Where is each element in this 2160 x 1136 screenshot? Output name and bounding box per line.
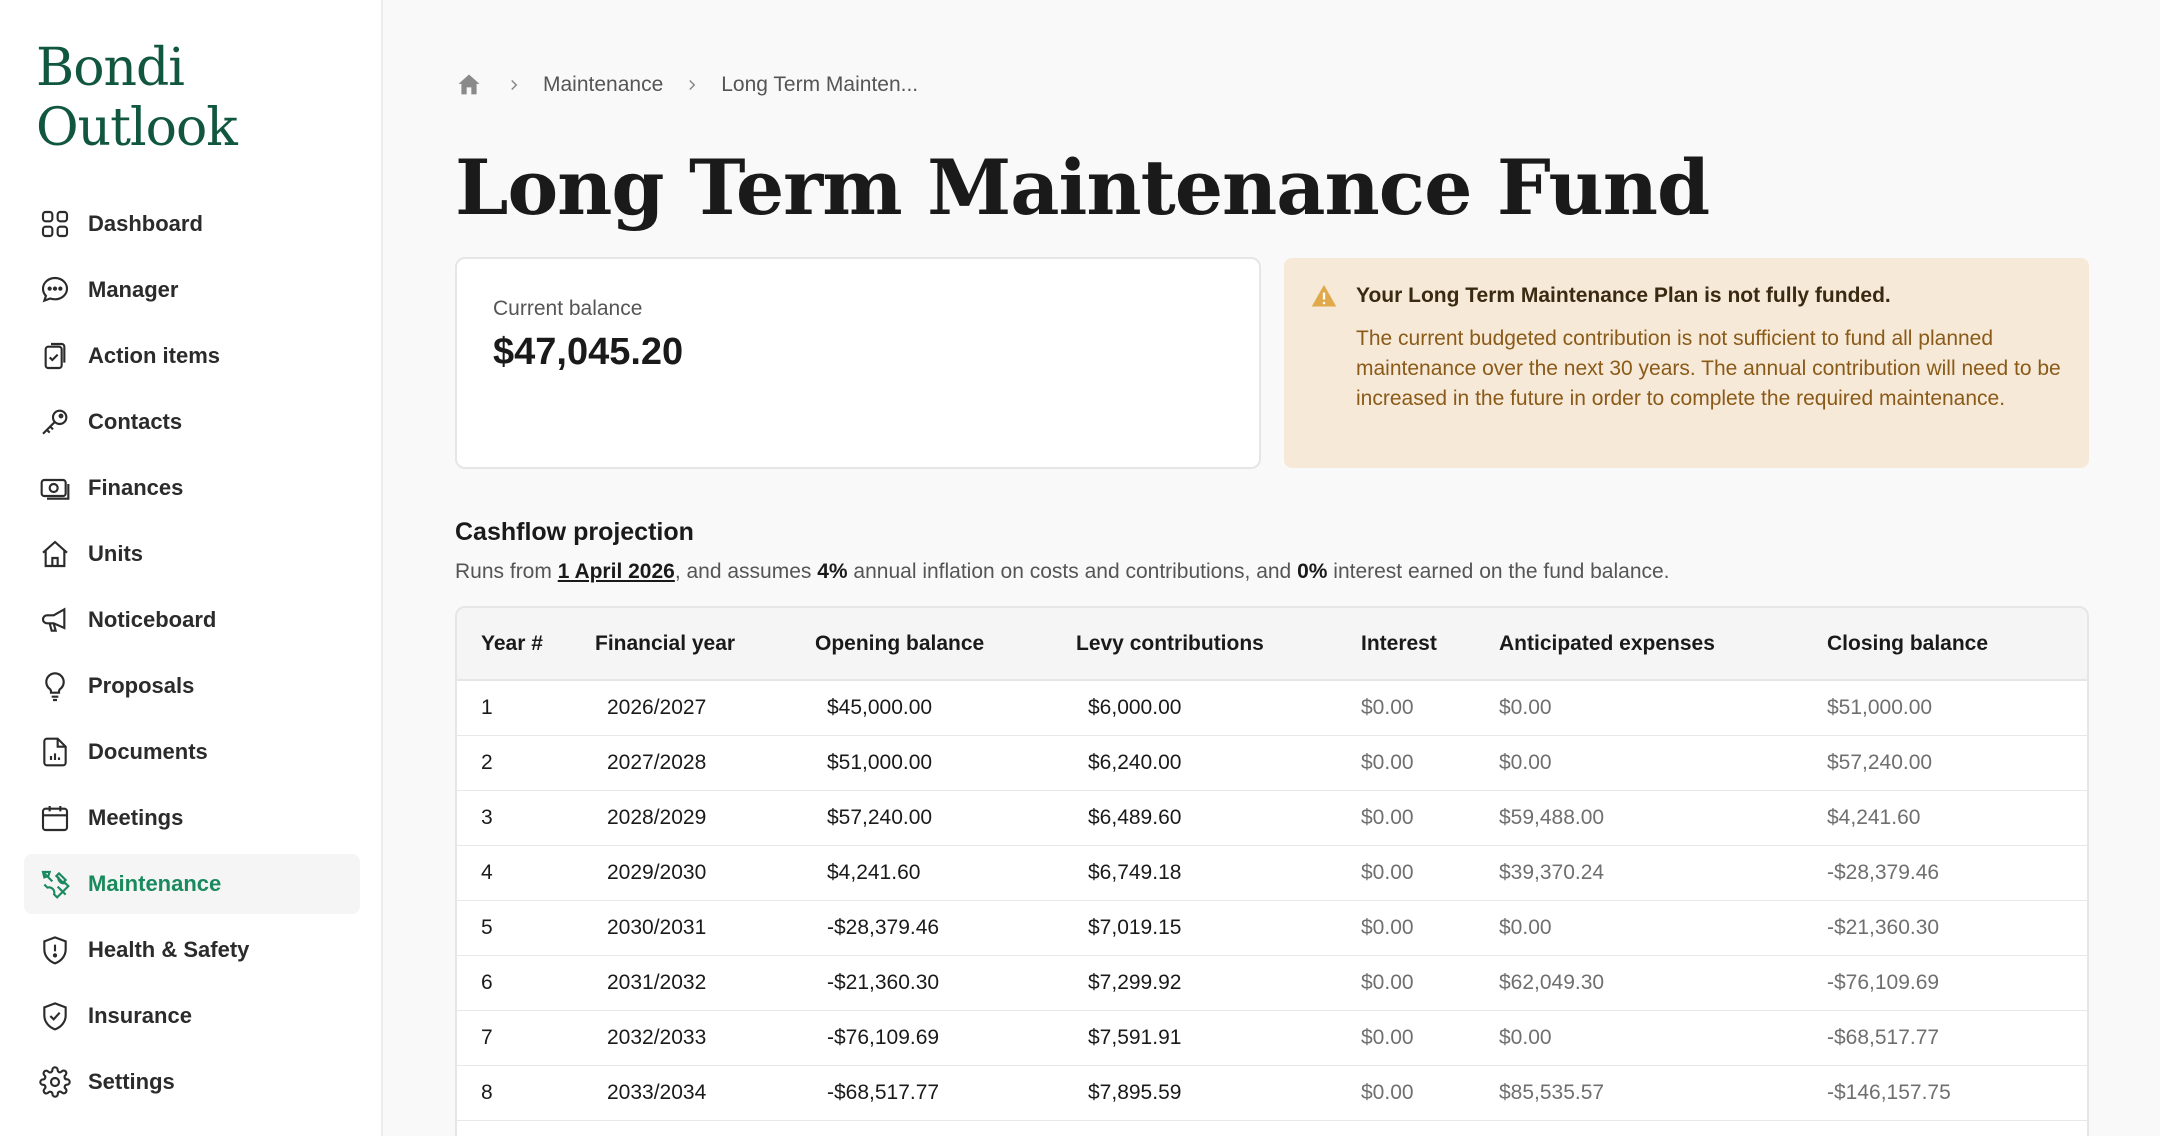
- cell-expenses: $0.00: [1499, 735, 1827, 790]
- cell-financial-year: [595, 1010, 815, 1065]
- chat-icon: [38, 273, 72, 307]
- cell-text: -$68,517.77: [827, 1080, 940, 1104]
- sidebar-item-settings[interactable]: [24, 1052, 360, 1112]
- cell-text: -$28,379.46: [827, 915, 940, 939]
- sidebar-item-label: Settings: [88, 1069, 175, 1094]
- gear-icon: [38, 1065, 72, 1099]
- cell-financial-year: [595, 735, 815, 790]
- app-logo[interactable]: [36, 38, 356, 158]
- sidebar-item-finances[interactable]: [24, 458, 360, 518]
- cell-opening-balance: [815, 1010, 1076, 1065]
- column-header: Financial year: [595, 608, 815, 680]
- cell-opening-balance: [815, 735, 1076, 790]
- cell-closing-balance: $51,000.00: [1827, 680, 2087, 735]
- cell-expenses: $39,370.24: [1499, 845, 1827, 900]
- cell-text: $6,749.18: [1088, 860, 1182, 884]
- chevron-right-icon: [505, 76, 523, 94]
- table-row: [457, 735, 2087, 790]
- cell-opening-balance: [815, 900, 1076, 955]
- sidebar-item-label: Noticeboard: [88, 607, 217, 632]
- table-row: [457, 955, 2087, 1010]
- cell-closing-balance: $57,240.00: [1827, 735, 2087, 790]
- warning-title: Your Long Term Maintenance Plan is not fully funded.: [1356, 284, 1891, 307]
- sidebar-item-meetings[interactable]: [24, 788, 360, 848]
- cell-text: $6,489.60: [1088, 805, 1182, 829]
- cell-opening-balance: [815, 1065, 1076, 1120]
- cell-closing-balance: -$28,379.46: [1827, 845, 2087, 900]
- cell-closing-balance: -$68,517.77: [1827, 1010, 2087, 1065]
- balance-value: $47,045.20: [493, 331, 684, 373]
- cashflow-table: [455, 606, 2089, 1136]
- cell-text: -$76,109.69: [827, 1025, 940, 1049]
- cell-expenses: $62,049.30: [1499, 955, 1827, 1010]
- cell-year: 3: [457, 790, 595, 845]
- sidebar-item-documents[interactable]: [24, 722, 360, 782]
- cell-levy: [1076, 845, 1361, 900]
- table-row: [457, 1065, 2087, 1120]
- sidebar-item-label: Insurance: [88, 1003, 192, 1028]
- tools-icon: [38, 867, 72, 901]
- cashflow-description: [455, 560, 1670, 584]
- table-row: [457, 790, 2087, 845]
- desc-text: , and assumes: [674, 560, 818, 583]
- cell-closing-balance: $4,241.60: [1827, 790, 2087, 845]
- cell-text: 2026/2027: [607, 695, 707, 719]
- lightbulb-icon: [38, 669, 72, 703]
- sidebar-item-noticeboard[interactable]: [24, 590, 360, 650]
- cell-text: $6,000.00: [1088, 695, 1182, 719]
- cell-text: $57,240.00: [827, 805, 933, 829]
- sidebar-item-label: Maintenance: [88, 871, 222, 896]
- start-date-link[interactable]: 1 April 2026: [557, 560, 675, 583]
- cell-text: $7,299.92: [1088, 970, 1182, 994]
- cell-text: $6,240.00: [1088, 750, 1182, 774]
- document-chart-icon: [38, 735, 72, 769]
- sidebar-nav: [24, 194, 360, 1118]
- cell-text: $51,000.00: [827, 750, 933, 774]
- cell-text: 2027/2028: [607, 750, 707, 774]
- cashflow-title: Cashflow projection: [455, 518, 694, 546]
- sidebar-item-label: Documents: [88, 739, 208, 764]
- sidebar-item-insurance[interactable]: [24, 986, 360, 1046]
- balance-label: Current balance: [493, 297, 643, 320]
- column-header: Opening balance: [815, 608, 1076, 680]
- logo-line-1: Bondi: [36, 38, 184, 98]
- cell-text: $7,895.59: [1088, 1080, 1182, 1104]
- desc-text: interest earned on the fund balance.: [1327, 560, 1670, 583]
- cell-interest: $0.00: [1361, 735, 1499, 790]
- cell-text: $4,241.60: [827, 860, 921, 884]
- table-row: [457, 1010, 2087, 1065]
- sidebar-item-label: Dashboard: [88, 211, 203, 236]
- sidebar-item-label: Manager: [88, 277, 179, 302]
- cell-year: 5: [457, 900, 595, 955]
- cell-text: 2028/2029: [607, 805, 707, 829]
- main-content: [383, 0, 2160, 1136]
- cell-interest: $0.00: [1361, 955, 1499, 1010]
- cell-expenses: $85,535.57: [1499, 1065, 1827, 1120]
- inflation-rate: 4%: [817, 560, 848, 583]
- chevron-right-icon: [683, 76, 701, 94]
- breadcrumb-current[interactable]: Long Term Mainten...: [721, 73, 919, 96]
- cell-interest: $0.00: [1361, 900, 1499, 955]
- column-header: Closing balance: [1827, 608, 2087, 680]
- cell-levy: [1076, 680, 1361, 735]
- sidebar-item-proposals[interactable]: [24, 656, 360, 716]
- cell-levy: [1076, 1010, 1361, 1065]
- sidebar-item-contacts[interactable]: [24, 392, 360, 452]
- interest-rate: 0%: [1297, 560, 1328, 583]
- cell-text: $7,019.15: [1088, 915, 1182, 939]
- sidebar-item-maintenance[interactable]: [24, 854, 360, 914]
- sidebar-item-units[interactable]: [24, 524, 360, 584]
- cell-text: 2031/2032: [607, 970, 707, 994]
- logo-line-2: Outlook: [36, 98, 237, 158]
- sidebar-item-manager[interactable]: [24, 260, 360, 320]
- cell-levy: [1076, 1065, 1361, 1120]
- cell-text: -$21,360.30: [827, 970, 940, 994]
- sidebar-item-label: Health & Safety: [88, 937, 250, 962]
- sidebar-item-label: Units: [88, 541, 143, 566]
- sidebar-item-label: Proposals: [88, 673, 195, 698]
- funding-warning-alert: [1284, 258, 2089, 468]
- cell-closing-balance: -$146,157.75: [1827, 1065, 2087, 1120]
- cell-interest: $0.00: [1361, 680, 1499, 735]
- home-icon: [38, 537, 72, 571]
- table-row: [457, 680, 2087, 735]
- cell-financial-year: [595, 845, 815, 900]
- cell-opening-balance: [815, 790, 1076, 845]
- cell-opening-balance: [815, 845, 1076, 900]
- sidebar-item-action-items[interactable]: [24, 326, 360, 386]
- cell-closing-balance: -$76,109.69: [1827, 955, 2087, 1010]
- cell-interest: $0.00: [1361, 845, 1499, 900]
- key-icon: [38, 405, 72, 439]
- cell-interest: $0.00: [1361, 1010, 1499, 1065]
- cell-interest: $0.00: [1361, 790, 1499, 845]
- warning-body: The current budgeted contribution is not sufficient to fund all planned maintenance over the next 30 years. The annual contribution will need to be increased in the future in order to complete the required maintenance.: [1356, 327, 2061, 410]
- table-row: [457, 900, 2087, 955]
- cell-financial-year: [595, 790, 815, 845]
- cell-opening-balance: [815, 680, 1076, 735]
- cell-text: 2030/2031: [607, 915, 707, 939]
- cell-financial-year: [595, 1065, 815, 1120]
- megaphone-icon: [38, 603, 72, 637]
- home-icon[interactable]: [455, 70, 485, 100]
- cell-year: 6: [457, 955, 595, 1010]
- cell-closing-balance: -$21,360.30: [1827, 900, 2087, 955]
- desc-text: annual inflation on costs and contributions, and: [847, 560, 1298, 583]
- sidebar: [0, 0, 383, 1136]
- sidebar-item-label: Meetings: [88, 805, 184, 830]
- shield-check-icon: [38, 999, 72, 1033]
- calendar-icon: [38, 801, 72, 835]
- cell-year: 8: [457, 1065, 595, 1120]
- cash-icon: [38, 471, 72, 505]
- cell-levy: [1076, 900, 1361, 955]
- cell-text: 2032/2033: [607, 1025, 707, 1049]
- table-header-row: [457, 608, 2087, 680]
- cell-year: 4: [457, 845, 595, 900]
- breadcrumb: [455, 70, 918, 100]
- cell-text: $45,000.00: [827, 695, 933, 719]
- sidebar-item-health-safety[interactable]: [24, 920, 360, 980]
- cell-year: 1: [457, 680, 595, 735]
- cell-levy: [1076, 735, 1361, 790]
- clipboard-check-icon: [38, 339, 72, 373]
- grid-icon: [38, 207, 72, 241]
- table-row: [457, 845, 2087, 900]
- sidebar-item-dashboard[interactable]: [24, 194, 360, 254]
- cell-levy: [1076, 790, 1361, 845]
- balance-card: [455, 257, 1261, 469]
- breadcrumb-link-maintenance[interactable]: Maintenance: [543, 73, 664, 96]
- cell-financial-year: [595, 900, 815, 955]
- column-header: Levy contributions: [1076, 608, 1361, 680]
- cell-financial-year: [595, 955, 815, 1010]
- column-header: Interest: [1361, 608, 1499, 680]
- column-header: Year #: [457, 608, 595, 680]
- cell-text: 2033/2034: [607, 1080, 707, 1104]
- cell-year: 7: [457, 1010, 595, 1065]
- sidebar-item-label: Contacts: [88, 409, 183, 434]
- page-title: Long Term Maintenance Fund: [455, 143, 1710, 232]
- cell-expenses: $0.00: [1499, 1010, 1827, 1065]
- cell-text: $7,591.91: [1088, 1025, 1182, 1049]
- cell-expenses: $0.00: [1499, 900, 1827, 955]
- cell-year: 2: [457, 735, 595, 790]
- shield-exclamation-icon: [38, 933, 72, 967]
- cell-expenses: $59,488.00: [1499, 790, 1827, 845]
- cell-levy: [1076, 955, 1361, 1010]
- cell-text: 2029/2030: [607, 860, 707, 884]
- cell-financial-year: [595, 680, 815, 735]
- sidebar-item-label: Finances: [88, 475, 184, 500]
- cell-expenses: $0.00: [1499, 680, 1827, 735]
- sidebar-item-label: Action items: [88, 343, 221, 368]
- warning-triangle-icon: [1310, 282, 1340, 312]
- desc-text: Runs from: [455, 560, 558, 583]
- cell-opening-balance: [815, 955, 1076, 1010]
- column-header: Anticipated expenses: [1499, 608, 1827, 680]
- cell-interest: $0.00: [1361, 1065, 1499, 1120]
